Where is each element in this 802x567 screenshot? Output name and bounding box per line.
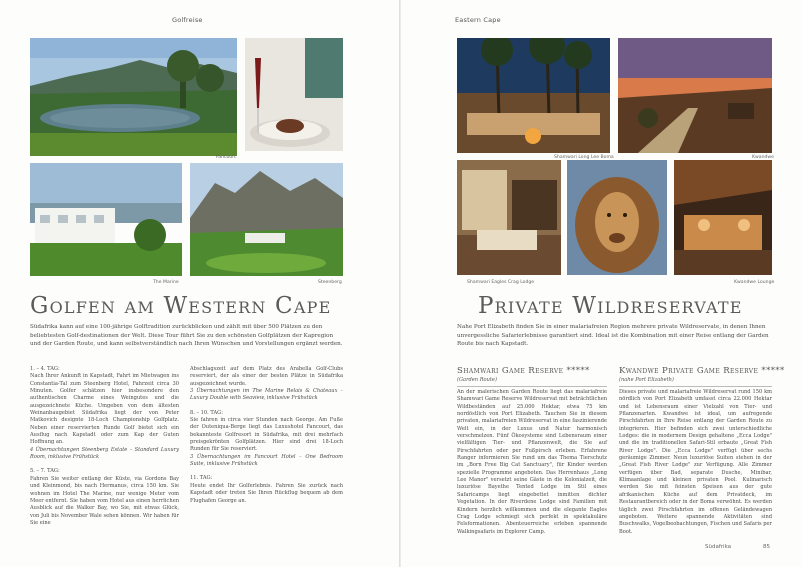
caption-steenberg: Steenberg bbox=[318, 280, 342, 285]
col2-p7: 11. TAG: bbox=[190, 475, 213, 482]
photo-golf-lake bbox=[30, 38, 237, 156]
intro-golfen: Südafrika kann auf eine 100-jährige Golftradition zurückblicken und zählt mit über 500 Plätzen zu den beliebtesten Golf-destinationen der Welt. Diese Tour führt Sie zu den schönsten Golfplätzen der Kapregion und der Garden Route, und kann selbstverständlich nach Ihren Wünschen und Vorstellungen ergänzt werden. bbox=[30, 324, 343, 348]
col2-p0: Abschlagszeit auf dem Platz des Arabella Golf-Clubs reserviert, der als einer der besten Plätze in Südafrika ausgezeichnet wurde. bbox=[190, 366, 343, 387]
col2-p8: Heute endet Ihr Golferlebnis. Fahren Sie zurück nach Kapstadt oder treten Sie Ihren Rückflug bequem ab dem Flughafen George an. bbox=[190, 482, 343, 504]
col2-p1: 3 Übernachtungen im The Marine Relais & Chateaux – Luxury Double with Seaview, inklusive Frühstück bbox=[190, 388, 343, 402]
lodge-title-kwandwe: Kwandwe Private Game Reserve ***** bbox=[619, 366, 785, 376]
col1-p1: Nach Ihrer Ankunft in Kapstadt, Fahrt im Mietwagen ins Constantia-Tal zum Steenberg Hotel, Fahrzeit circa 30 Minuten. Golfer schätzen hier insbesondere den authentischen Charme eines Weingutes und die ausgezeichnete Küche. Umgeben von dem ältesten Weinanbaugebiet Südafrika liegt der von Peter Matkovich designte 18-Loch Championship Golfplatz. Neben einer reservierten Runde Golf bietet sich ein Ausflug nach Kapstadt oder zum Kap der Guten Hoffnung an. bbox=[30, 373, 179, 446]
col1-p2: 4 Übernachtungen Steenberg Estate – Standard Luxury Room, inklusive Frühstück bbox=[30, 446, 179, 461]
col2-gap-2 bbox=[190, 468, 343, 475]
text-kwandwe: Dieses private und malariafreie Wildreservat rund 150 km nördlich von Port Elizabeth umfasst circa 22.000 Hektar und ist Lebensraum einer Vielzahl von Tier- und Pflanzenarten. Kwandwe ist ideal, um aufregende Pirschfahrten in Ihre Reise entlang der Garden Route zu integrieren. Hier befinden sich zwei unterschiedliche Lodges: die in modernem Design gehaltene „Ecca Lodge" und die im traditionellen Safari-Stil erbaute „Great Fish River Lodge". Die „Ecca Lodge" verfügt über sechs geräumige Zimmer. Neun luxuriöse Suiten stehen in der „Great Fish River Lodge" zur Verfügung. Alle Zimmer verfügen über Bad, separate Dusche, Minibar, Klimaanlage und kleinen privaten Pool. Kulinarisch werden Sie mit feinsten Speisen aus der gute afrikanischen Küche auf dem Privatdeck, im Restaurantbereich oder in der Boma verwöhnt. Es werden täglich zwei Pirschfahrten im offenen Geländewagen angeboten. Weitere spannende Aktivitäten sind Buschwalks, Vogelbeobachtungen, Fischen und Safaris per Boot. bbox=[619, 389, 772, 535]
col1-p5: Fahren Sie weiter entlang der Küste, via Gordons Bay und Kleinmond, bis nach Hermanus, circa 150 km. Sie wohnen im Hotel The Marine, nur wenige Meter vom Meer entfernt. Sie haben vom Hotel aus einen herrlichen Ausblick auf die Walker Bay, wo Sie, mit etwas Glück, von Juli bis November Wale sehen können. Wir haben für Sie eine bbox=[30, 475, 179, 526]
col1-p0: 1. – 4. TAG: bbox=[30, 366, 60, 372]
photo-lion bbox=[567, 160, 667, 275]
lodge-subtitle-kwandwe: (nahe Port Elizabeth) bbox=[619, 377, 674, 383]
section-label-golfreise: Golfreise bbox=[172, 16, 203, 24]
photo-shamwari-boma bbox=[457, 38, 610, 153]
divider-shamwari bbox=[457, 386, 607, 387]
caption-kwandwe-lounge: Kwandwe Lounge bbox=[734, 280, 775, 285]
caption-fancourt: Fancourt bbox=[216, 155, 236, 160]
col1-gap bbox=[30, 461, 179, 468]
text-column-1 bbox=[30, 366, 179, 527]
caption-shamwari-boma: Shamwari Long Lee Boma bbox=[554, 155, 614, 160]
divider-kwandwe bbox=[619, 386, 772, 387]
caption-eagles-crag: Shamwari Eagles Crag Lodge bbox=[467, 280, 535, 285]
col2-gap-1 bbox=[190, 403, 343, 410]
col2-p4: Sie fahren in circa vier Stunden nach George. Am Fuße der Outeniqua-Berge liegt das Luxushotel Fancourt, das bekannteste Golfresort in Südafrika, mit drei mehrfach preisgekrönten Golfplätzen. Hier sind drei 18-Loch Runden für Sie reserviert. bbox=[190, 417, 343, 453]
page-number: 85 bbox=[763, 544, 770, 550]
caption-kwandwe: Kwandwe bbox=[752, 155, 774, 160]
text-shamwari: An der malerischen Garden Route liegt das malariafreie Shamwari Game Reserve Wildreservat mit beträchtlichen Wildbeständen auf 25.000 Hektar, etwa 75 km nordöstlich von Port Elizabeth. Tauchen Sie in diesem privaten, malariafreien Wildreservat in eine faszinierende Welt ein, in der Luxus und Natur harmonisch verschmelzen. Fünf Ökosysteme sind Lebensraum einer vielfältigen Tier- und Pflanzenwelt, die Sie auf Pirschfahrten oder per Fußpirsch erleben. Erfahrene Ranger informieren Sie rund um das Thema Tierschutz im „Born Free Big Cat Sanctuary", für Kinder werden spezielle Programme angeboten. Das Herrenhaus „Long Lee Manor" versetzt seine Gäste in die Kolonialzeit, die luxuriöse Bayethe Tented Lodge im Stil eines Safaricamps liegt eingebettet inmitten dichter Vegetation. In der Riverdene Lodge sind Familien mit Kindern herzlich willkommen und die elegante Eagles Crag Lodge schmiegt sich perfekt in spektakuläre Felsformationen. Abenteuerreiche erleben spannende Walkingsafaris im Explorer Camp. bbox=[457, 389, 607, 535]
caption-the-marine: The Marine bbox=[153, 280, 179, 285]
text-column-2 bbox=[190, 366, 343, 505]
col2-p3: 8. – 10. TAG: bbox=[190, 409, 223, 416]
col2-p5: 3 Übernachtungen im Fancourt Hotel – One Bedroom Suite, inklusive Frühstück bbox=[190, 453, 343, 468]
lodge-title-shamwari: Shamwari Game Reserve ***** bbox=[457, 366, 590, 376]
lodge-subtitle-shamwari: (Garden Route) bbox=[457, 377, 497, 383]
photo-steenberg bbox=[190, 163, 343, 276]
right-page bbox=[401, 0, 802, 567]
page-title-wildreservate: Private Wildreservate bbox=[478, 293, 743, 319]
photo-kwandwe-lounge bbox=[674, 160, 772, 275]
footer-country: Südafrika bbox=[705, 544, 732, 550]
photo-eagles-crag-room bbox=[457, 160, 561, 275]
photo-kwandwe-sunset bbox=[618, 38, 772, 153]
photo-the-marine bbox=[30, 163, 182, 276]
left-page bbox=[0, 0, 400, 567]
photo-fancourt-dinner bbox=[245, 38, 343, 151]
col1-p4: 5. – 7. TAG: bbox=[30, 468, 60, 475]
section-label-eastern-cape: Eastern Cape bbox=[455, 16, 501, 24]
page-title-golfen: Golfen am Western Cape bbox=[30, 293, 332, 319]
intro-wildreservate: Nahe Port Elizabeth finden Sie in einer malariafreien Region mehrere private Wildreservate, in denen Ihnen unvergessliche Safarierlebnisse garantiert sind. Ideal ist die Kombination mit einer Reise entlang der Garden Route bis nach Kapstadt. bbox=[457, 324, 769, 348]
